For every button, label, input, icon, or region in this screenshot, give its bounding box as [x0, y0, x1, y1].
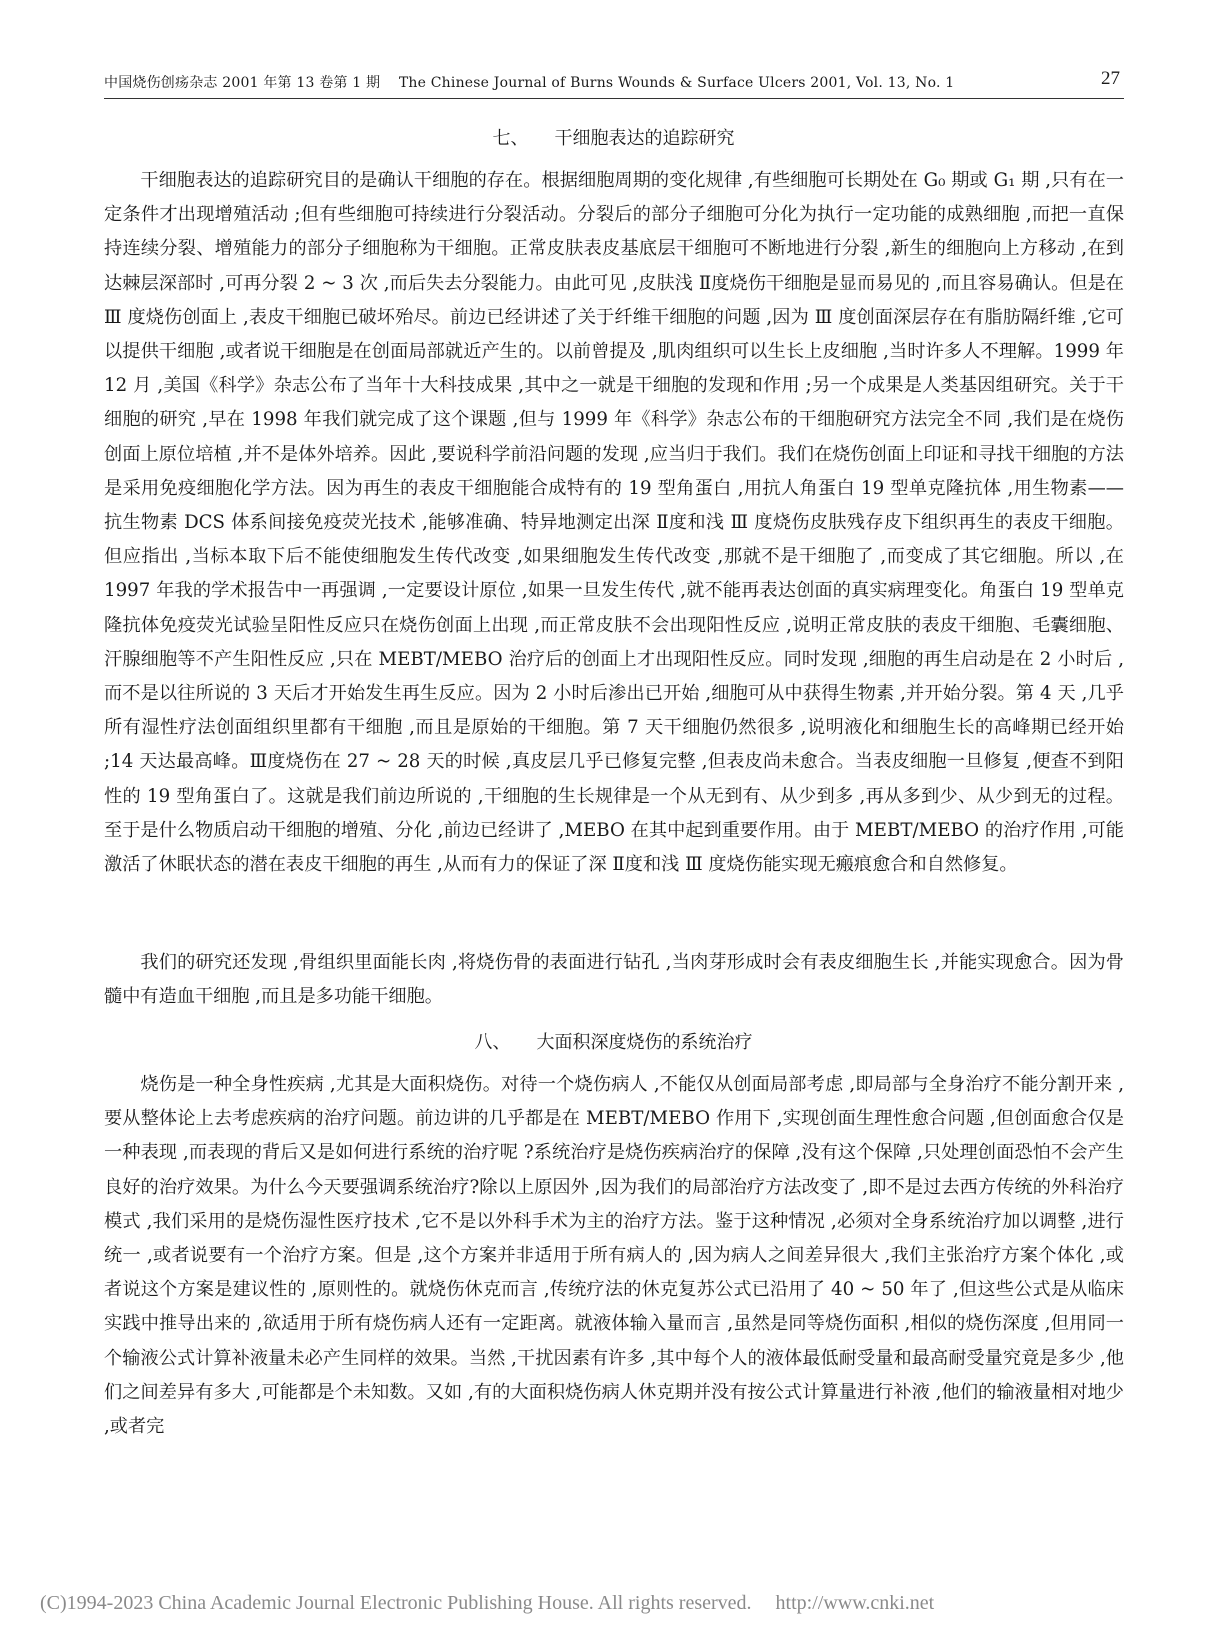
section-heading-7: [0, 124, 1227, 150]
section-heading-8: [0, 1028, 1227, 1054]
journal-citation: [104, 72, 954, 92]
section-title: 大面积深度烧伤的系统治疗: [536, 1032, 753, 1053]
body-paragraph: 我们的研究还发现 ,骨组织里面能长肉 ,将烧伤骨的表面进行钻孔 ,当肉芽形成时会有表皮细胞生长 ,并能实现愈合。因为骨髓中有造血干细胞 ,而且是多功能干细胞。: [104, 952, 1124, 1008]
footer-url: http://www.cnki.net: [775, 1592, 935, 1614]
body-paragraph: 干细胞表达的追踪研究目的是确认干细胞的存在。根据细胞周期的变化规律 ,有些细胞可长期处在 G₀ 期或 G₁ 期 ,只有在一定条件才出现增殖活动 ;但有些细胞可持续进行分裂活动。分裂后的部分子细胞可分化为执行一定功能的成熟细胞 ,而把一直保持连续分裂、增殖能力的部分子细胞称为干细胞。正常皮肤表皮基底层干细胞可不断地进行分裂 ,新生的细胞向上方移动 ,在到达棘层深部时 ,可再分裂 2 ~ 3 次 ,而后失去分裂能力。由此可见 ,皮肤浅 Ⅱ度烧伤干细胞是显而易见的 ,而且容易确认。但是在 Ⅲ 度烧伤创面上 ,表皮干细胞已破坏殆尽。前边已经讲述了关于纤维干细胞的问题 ,因为 Ⅲ 度创面深层存在有脂肪隔纤维 ,它可以提供干细胞 ,或者说干细胞是在创面局部就近产生的。以前曾提及 ,肌肉组织可以生长上皮细胞 ,当时许多人不理解。1999 年 12 月 ,美国《科学》杂志公布了当年十大科技成果 ,其中之一就是干细胞的发现和作用 ;另一个成果是人类基因组研究。关于干细胞的研究 ,早在 1998 年我们就完成了这个课题 ,但与 1999 年《科学》杂志公布的干细胞研究方法完全不同 ,我们是在烧伤创面上原位培植 ,并不是体外培养。因此 ,要说科学前沿问题的发现 ,应当归于我们。我们在烧伤创面上印证和寻找干细胞的方法是采用免疫细胞化学方法。因为再生的表皮干细胞能合成特有的 19 型角蛋白 ,用抗人角蛋白 19 型单克隆抗体 ,用生物素——抗生物素 DCS 体系间接免疫荧光技术 ,能够准确、特异地测定出深 Ⅱ度和浅 Ⅲ 度烧伤皮肤残存皮下组织再生的表皮干细胞。但应指出 ,当标本取下后不能使细胞发生传代改变 ,如果细胞发生传代改变 ,那就不是干细胞了 ,而变成了其它细胞。所以 ,在 1997 年我的学术报告中一再强调 ,一定要设计原位 ,如果一旦发生传代 ,就不能再表达创面的真实病理变化。角蛋白 19 型单克隆抗体免疫荧光试验呈阳性反应只在烧伤创面上出现 ,而正常皮肤不会出现阳性反应 ,说明正常皮肤的表皮干细胞、毛囊细胞、汗腺细胞等不产生阳性反应 ,只在 MEBT/MEBO 治疗后的创面上才出现阳性反应。同时发现 ,细胞的再生启动是在 2 小时后 ,而不是以往所说的 3 天后才开始发生再生反应。因为 2 小时后渗出已开始 ,细胞可从中获得生物素 ,并开始分裂。第 4 天 ,几乎所有湿性疗法创面组织里都有干细胞 ,而且是原始的干细胞。第 7 天干细胞仍然很多 ,说明液化和细胞生长的高峰期已经开始 ;14 天达最高峰。Ⅲ度烧伤在 27 ~ 28 天的时候 ,真皮层几乎已修复完整 ,但表皮尚未愈合。当表皮细胞一旦修复 ,便查不到阳性的 19 型角蛋白了。这就是我们前边所说的 ,干细胞的生长规律是一个从无到有、从少到多 ,再从多到少、从少到无的过程。至于是什么物质启动干细胞的增殖、分化 ,前边已经讲了 ,MEBO 在其中起到重要作用。由于 MEBT/MEBO 的治疗作用 ,可能激活了休眠状态的潜在表皮干细胞的再生 ,从而有力的保证了深 Ⅱ度和浅 Ⅲ 度烧伤能实现无瘢痕愈合和自然修复。: [104, 170, 1124, 876]
copyright-footer: [40, 1592, 934, 1615]
header-rule: [104, 98, 1124, 99]
running-header: [104, 68, 1124, 96]
page-number: 27: [1101, 68, 1120, 89]
section-number: 七、: [492, 128, 529, 149]
journal-title-cn: 中国烧伤创疡杂志 2001 年第 13 卷第 1 期: [104, 75, 381, 91]
body-paragraph: 烧伤是一种全身性疾病 ,尤其是大面积烧伤。对待一个烧伤病人 ,不能仅从创面局部考虑 ,即局部与全身治疗不能分割开来 ,要从整体论上去考虑疾病的治疗问题。前边讲的几乎都是在 MEBT/MEBO 作用下 ,实现创面生理性愈合问题 ,但创面愈合仅是一种表现 ,而表现的背后又是如何进行系统的治疗呢 ?系统治疗是烧伤疾病治疗的保障 ,没有这个保障 ,只处理创面恐怕不会产生良好的治疗效果。为什么今天要强调系统治疗?除以上原因外 ,因为我们的局部治疗方法改变了 ,即不是过去西方传统的外科治疗模式 ,我们采用的是烧伤湿性医疗技术 ,它不是以外科手术为主的治疗方法。鉴于这种情况 ,必须对全身系统治疗加以调整 ,进行统一 ,或者说要有一个治疗方案。但是 ,这个方案并非适用于所有病人的 ,因为病人之间差异很大 ,我们主张治疗方案个体化 ,或者说这个方案是建议性的 ,原则性的。就烧伤休克而言 ,传统疗法的休克复苏公式已沿用了 40 ~ 50 年了 ,但这些公式是从临床实践中推导出来的 ,欲适用于所有烧伤病人还有一定距离。就液体输入量而言 ,虽然是同等烧伤面积 ,相似的烧伤深度 ,但用同一个输液公式计算补液量未必产生同样的效果。当然 ,干扰因素有许多 ,其中每个人的液体最低耐受量和最高耐受量究竟是多少 ,他们之间差异有多大 ,可能都是个未知数。又如 ,有的大面积烧伤病人休克期并没有按公式计算量进行补液 ,他们的输液量相对地少 ,或者完: [104, 1074, 1124, 1438]
copyright-notice: (C)1994-2023 China Academic Journal Electronic Publishing House. All rights reserved.: [40, 1592, 752, 1614]
section-title: 干细胞表达的追踪研究: [554, 128, 735, 149]
journal-title-en: The Chinese Journal of Burns Wounds & Surface Ulcers 2001, Vol. 13, No. 1: [398, 75, 955, 91]
section-number: 八、: [474, 1032, 511, 1053]
